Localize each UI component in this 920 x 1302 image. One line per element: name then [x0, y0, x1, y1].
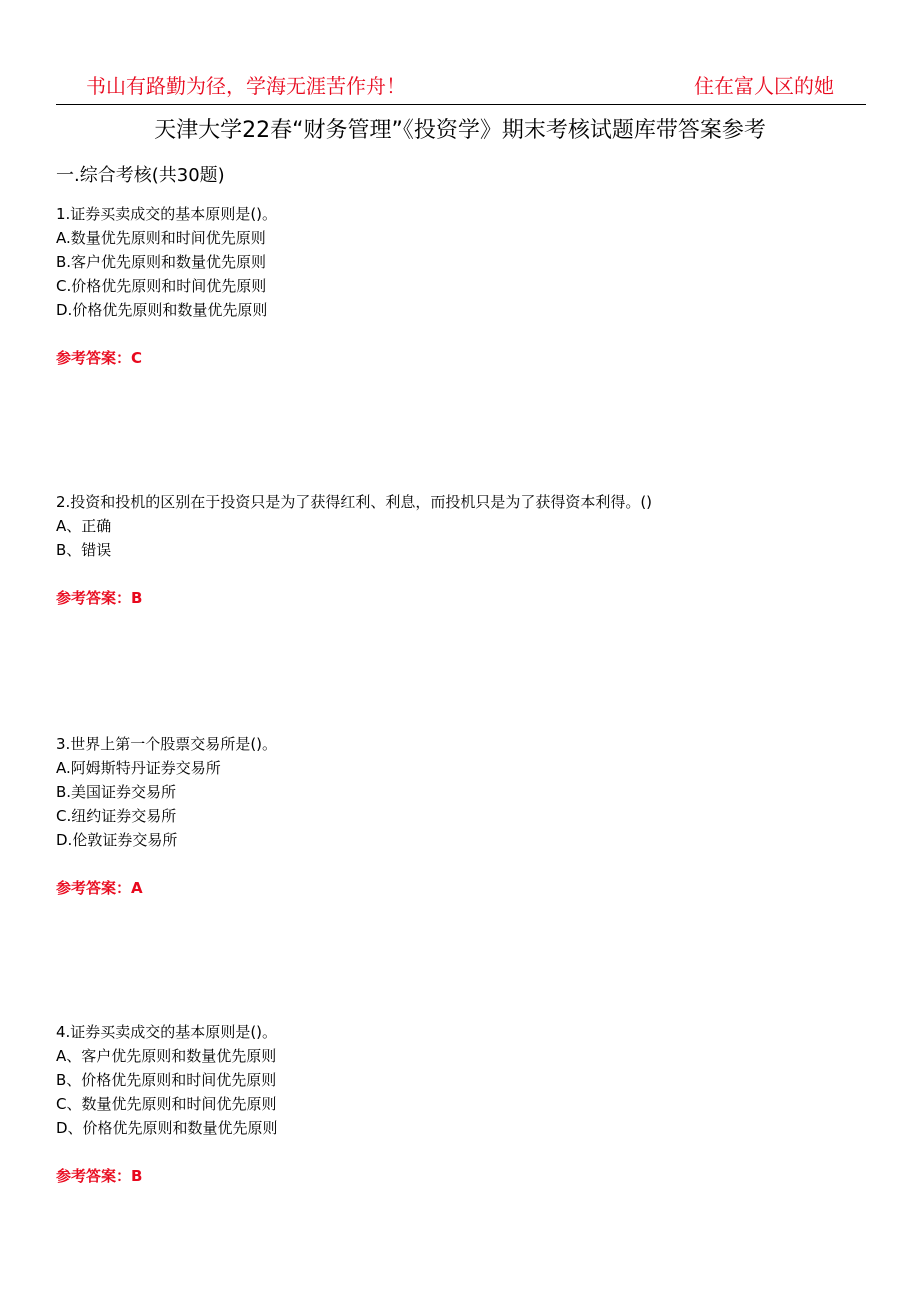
answer-line	[56, 346, 876, 370]
answer-value: C	[131, 349, 143, 367]
option-d: D、价格优先原则和数量优先原则	[56, 1119, 278, 1137]
option-b: B、错误	[56, 541, 112, 559]
answer-line	[56, 586, 876, 610]
question-stem: 4.证券买卖成交的基本原则是()。	[56, 1023, 278, 1041]
answer-value: B	[131, 589, 143, 607]
question-3	[56, 732, 876, 900]
answer-value: A	[131, 879, 143, 897]
document-title: 天津大学22春“财务管理”《投资学》期末考核试题库带答案参考	[154, 118, 766, 143]
question-1	[56, 202, 876, 370]
option-d: D.价格优先原则和数量优先原则	[56, 301, 268, 319]
question-4	[56, 1020, 876, 1188]
option-a: A、正确	[56, 517, 112, 535]
question-stem: 3.世界上第一个股票交易所是()。	[56, 735, 278, 753]
option-b: B.客户优先原则和数量优先原则	[56, 253, 267, 271]
option-b: B.美国证券交易所	[56, 783, 177, 801]
page-header	[56, 70, 866, 105]
answer-label: 参考答案：	[56, 349, 132, 367]
answer-label: 参考答案：	[56, 1167, 132, 1185]
option-d: D.伦敦证券交易所	[56, 831, 178, 849]
option-c: C.纽约证券交易所	[56, 807, 177, 825]
answer-line	[56, 1164, 876, 1188]
option-b: B、价格优先原则和时间优先原则	[56, 1071, 277, 1089]
option-a: A.数量优先原则和时间优先原则	[56, 229, 266, 247]
section-heading: 一.综合考核(共30题)	[56, 165, 225, 186]
option-a: A、客户优先原则和数量优先原则	[56, 1047, 277, 1065]
answer-line	[56, 876, 876, 900]
question-2	[56, 490, 876, 610]
header-motto: 书山有路勤为径，学海无涯苦作舟！	[86, 74, 406, 98]
answer-label: 参考答案：	[56, 879, 132, 897]
header-author: 住在富人区的她	[694, 74, 834, 98]
option-c: C.价格优先原则和时间优先原则	[56, 277, 267, 295]
answer-label: 参考答案：	[56, 589, 132, 607]
option-a: A.阿姆斯特丹证券交易所	[56, 759, 221, 777]
option-c: C、数量优先原则和时间优先原则	[56, 1095, 277, 1113]
question-stem: 2.投资和投机的区别在于投资只是为了获得红利、利息，而投机只是为了获得资本利得。()	[56, 493, 653, 511]
answer-value: B	[131, 1167, 143, 1185]
question-stem: 1.证券买卖成交的基本原则是()。	[56, 205, 278, 223]
